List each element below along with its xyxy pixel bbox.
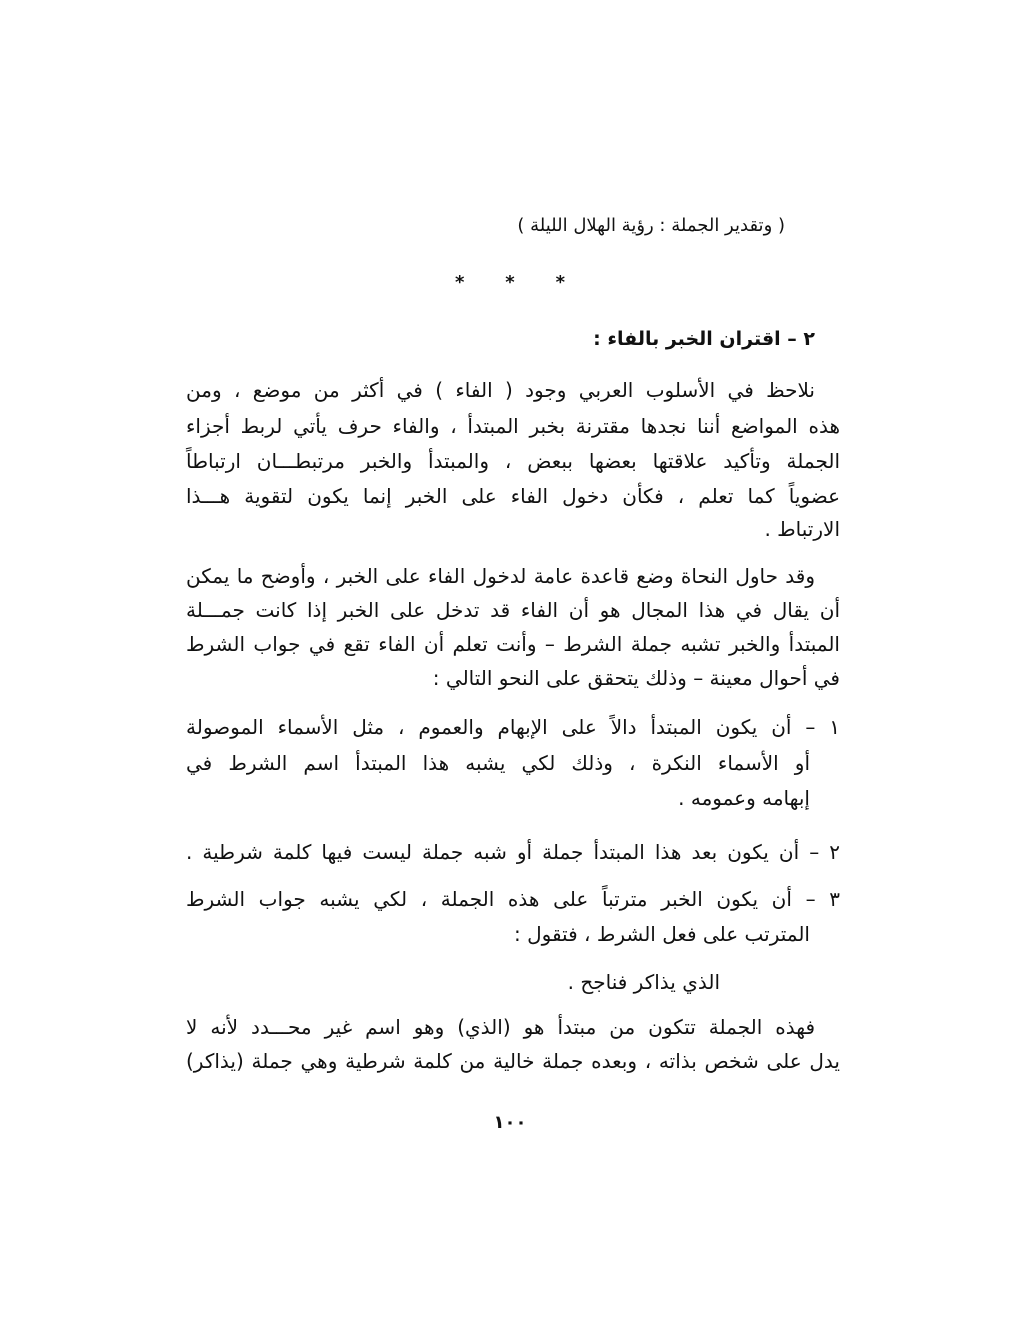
- condition-line: أو الأسماء النكرة ، وذلك لكي يشبه هذا المبتدأ اسم الشرط في: [186, 751, 810, 775]
- condition-line: إبهامه وعمومه .: [678, 786, 810, 810]
- condition-line: ٣ – أن يكون الخبر مترتباً على هذه الجملة ، لكي يشبه جواب الشرط: [186, 887, 840, 911]
- paragraph-line: أن يقال في هذا المجال هو أن الفاء قد تدخل على الخبر إذا كانت جمـــلة: [186, 598, 840, 622]
- paragraph-line: وقد حاول النحاة وضع قاعدة عامة لدخول الفاء على الخبر ، وأوضح ما يمكن: [186, 564, 815, 588]
- separator-star: *: [505, 272, 515, 293]
- paragraph-line: يدل على شخص بذاته ، وبعده جملة خالية من كلمة شرطية وهي جملة (يذاكر): [186, 1049, 840, 1073]
- estimation-note: ( وتقدير الجملة : رؤية الهلال الليلة ): [517, 215, 785, 236]
- paragraph-line: المبتدأ والخبر تشبه جملة الشرط – وأنت تعلم أن الفاء تقع في جواب الشرط: [186, 632, 840, 656]
- condition-line: المترتب على فعل الشرط ، فتقول :: [513, 922, 810, 946]
- paragraph-line: فهذه الجملة تتكون من مبتدأ هو (الذي) وهو اسم غير محـــدد لأنه لا: [186, 1015, 815, 1039]
- section-heading: ٢ – اقتران الخبر بالفاء :: [593, 328, 815, 350]
- paragraph-line: الجملة وتأكيد علاقتها بعضها ببعض ، والمبتدأ والخبر مرتبطـــان ارتباطاً: [186, 449, 840, 473]
- condition-line: ٢ – أن يكون بعد هذا المبتدأ جملة أو شبه جملة ليست فيها كلمة شرطية .: [186, 840, 840, 864]
- paragraph-line: هذه المواضع أننا نجدها مقترنة بخبر المبتدأ ، والفاء حرف يأتي لربط أجزاء: [186, 414, 840, 438]
- paragraph-line: الارتباط .: [764, 517, 840, 541]
- separator-star: *: [455, 272, 465, 293]
- section-separator: [455, 272, 565, 293]
- paragraph-line: عضوياً كما تعلم ، فكأن دخول الفاء على الخبر إنما يكون لتقوية هـــذا: [186, 484, 840, 508]
- page-number: ١٠٠: [493, 1112, 527, 1133]
- example-sentence: الذي يذاكر فناجح .: [567, 970, 720, 994]
- paragraph-line: نلاحظ في الأسلوب العربي وجود ( الفاء ) في أكثر من موضع ، ومن: [186, 378, 815, 402]
- separator-star: *: [555, 272, 565, 293]
- paragraph-line: في أحوال معينة – وذلك يتحقق على النحو التالي :: [432, 666, 840, 690]
- condition-line: ١ – أن يكون المبتدأ دالاً على الإبهام والعموم ، مثل الأسماء الموصولة: [186, 715, 840, 739]
